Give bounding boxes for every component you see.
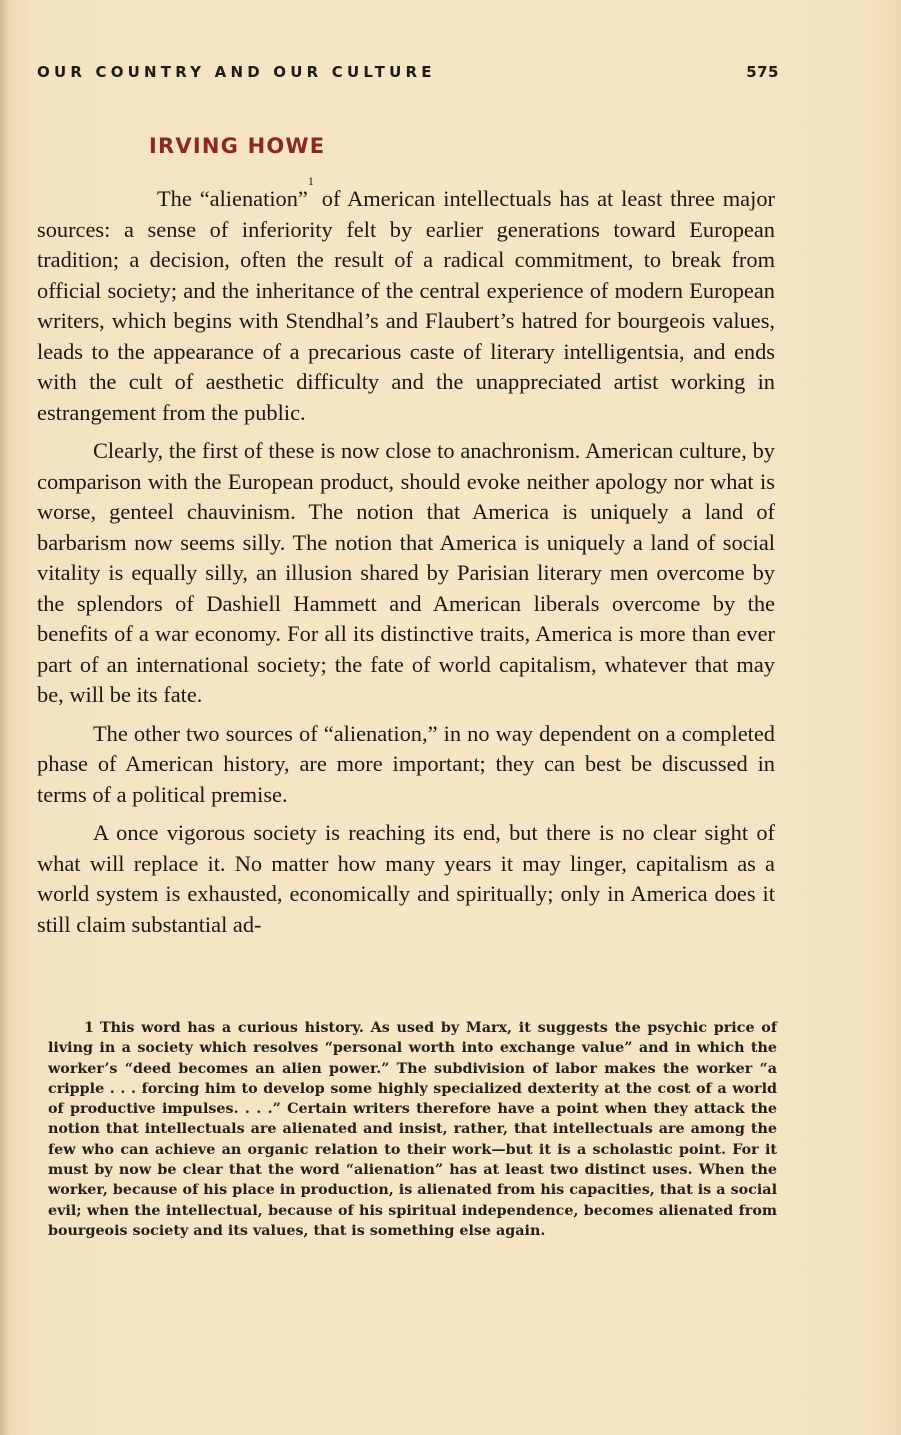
paragraph-4: A once vigorous society is reaching its end, but there is no clear sight of what will replace it. No matter how many years it may linger, capitalism as a world system is exhausted, economically and spiritually; only in America does it still claim substantial ad- bbox=[37, 820, 775, 937]
paragraph-1-rest: of American intellectuals has at least three major sources: a sense of inferiority felt by earlier generations toward European tradition; a decision, often the result of a radical commitment, to break from official society; and the inheritance of the central experience of modern European writers, which begins with Stendhal’s and Flaubert’s hatred for bourgeois values, leads to the appearance of a precarious caste of literary intelligentsia, and ends with the cult of aesthetic difficulty and the unappreciated artist working in estrangement from the public. bbox=[37, 186, 775, 425]
paragraph-1-opening: The “alienation” bbox=[157, 186, 308, 211]
body-text bbox=[37, 174, 775, 940]
footnote-text: This word has a curious history. As used by Marx, it suggests the psychic price of living in a society which resolves “personal worth into exchange value” and in which the worker’s “deed becomes an alien power.” The subdivision of labor makes the worker “a cripple . . . forcing him to develop some highly specialized dexterity at the cost of a world of productive impulses. . . .” Certain writers therefore have a point when they attack the notion that intellectuals are alienated and insist, rather, that intellectuals are among the few who can achieve an organic relation to their work—but it is a scholastic point. For it must by now be clear that the word “alienation” has at least two distinct uses. When the worker, because of his place in production, is alienated from his capacities, that is a social evil; when the intellectual, because of his spiritual independence, becomes alienated from bourgeois society and its values, that is something else again. bbox=[48, 1020, 777, 1239]
page-gutter-shadow bbox=[0, 0, 10, 1435]
paragraph-3: The other two sources of “alienation,” in no way dependent on a completed phase of American history, are more important; they can best be discussed in terms of a political premise. bbox=[37, 720, 775, 807]
footnote-number: 1 bbox=[84, 1020, 94, 1036]
footnote bbox=[48, 1018, 777, 1241]
paragraph-1 bbox=[37, 174, 775, 428]
footnote-reference: 1 bbox=[307, 174, 314, 188]
author-heading: IRVING HOWE bbox=[149, 134, 326, 158]
running-head bbox=[37, 60, 779, 84]
page-number: 575 bbox=[746, 63, 779, 81]
running-head-title: OUR COUNTRY AND OUR CULTURE bbox=[37, 63, 436, 81]
paragraph-2: Clearly, the first of these is now close to anachronism. American culture, by comparison with the European product, should evoke neither apology nor what is worse, genteel chauvinism. The notion that America is uniquely a land of barbarism now seems silly. The notion that America is uniquely a land of social vitality is equally silly, an illusion shared by Parisian literary men overcome by the splendors of Dashiell Hammett and American liberals overcome by the benefits of a war economy. For all its distinctive traits, America is more than ever part of an international society; the fate of world capitalism, whatever that may be, will be its fate. bbox=[37, 438, 775, 707]
